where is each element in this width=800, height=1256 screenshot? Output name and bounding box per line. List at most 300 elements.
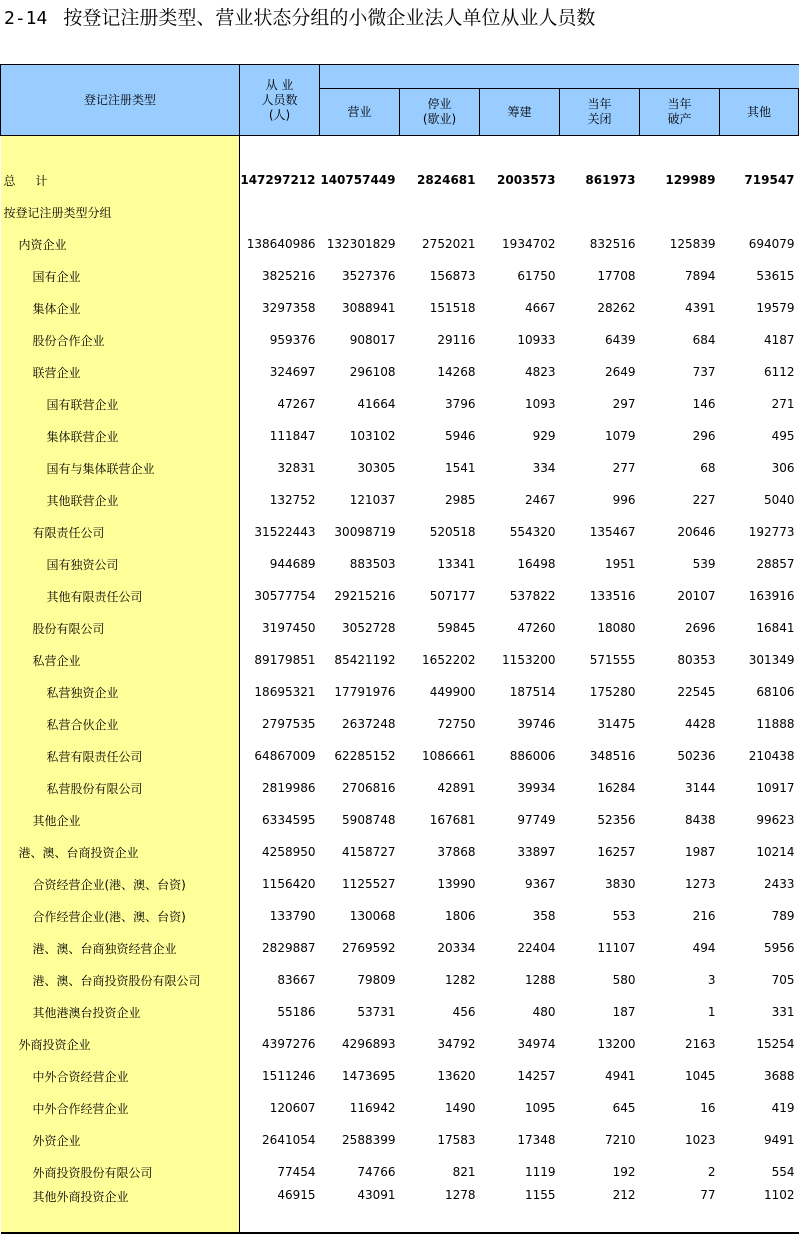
cell-value: 297: [612, 397, 636, 411]
row-label: 其他企业: [1, 804, 240, 836]
cell-value: 1155: [480, 1188, 560, 1233]
cell-value: 16284: [597, 781, 636, 795]
cell-value: 120607: [269, 1101, 316, 1115]
cell-value: 132301829: [326, 237, 396, 251]
cell-value: 13341: [437, 557, 476, 571]
page-title: [4, 2, 595, 34]
cell-value: 20334: [437, 941, 476, 955]
cell-value: 789: [771, 909, 795, 923]
table-row: [1, 484, 799, 516]
cell-value: 2588399: [342, 1133, 396, 1147]
cell-value: 6334595: [262, 813, 316, 827]
cell-value: 3796: [444, 397, 476, 411]
cell-value: 85421192: [334, 653, 396, 667]
cell-value: 737: [692, 365, 716, 379]
cell-value: 89179851: [254, 653, 316, 667]
cell-value: 1288: [524, 973, 556, 987]
cell-value: 10917: [756, 781, 795, 795]
cell-value: 4667: [524, 301, 556, 315]
cell-value: 1086661: [422, 749, 476, 763]
cell-value: 908017: [349, 333, 396, 347]
row-label: 其他有限责任公司: [1, 580, 240, 612]
cell-value: 883503: [349, 557, 396, 571]
table-row: [1, 324, 799, 356]
cell-value: 14257: [517, 1069, 556, 1083]
cell-value: [640, 196, 720, 228]
cell-value: 14268: [437, 365, 476, 379]
cell-value: 3825216: [262, 269, 316, 283]
cell-value: 2752021: [422, 237, 476, 251]
cell-value: 1095: [524, 1101, 556, 1115]
header-total: 从 业 人员数 (人): [240, 65, 320, 136]
cell-value: 62285152: [334, 749, 396, 763]
row-label: 股份合作企业: [1, 324, 240, 356]
cell-value: 31475: [597, 717, 636, 731]
row-label: 国有联营企业: [1, 388, 240, 420]
table-row: [1, 164, 799, 196]
cell-value: 2163: [684, 1037, 716, 1051]
table-row: [1, 740, 799, 772]
cell-value: 192773: [748, 525, 795, 539]
table-row: [1, 260, 799, 292]
table-header: [1, 65, 799, 136]
cell-value: 694079: [748, 237, 795, 251]
row-label: 内资企业: [1, 228, 240, 260]
cell-value: 28857: [756, 557, 795, 571]
cell-value: 77454: [277, 1165, 316, 1179]
cell-value: 5956: [763, 941, 795, 955]
cell-value: 7210: [604, 1133, 636, 1147]
row-label: 合资经营企业(港、澳、台资): [1, 868, 240, 900]
cell-value: 554: [771, 1165, 795, 1179]
cell-value: 39934: [517, 781, 556, 795]
cell-value: 331: [771, 1005, 795, 1019]
row-label: 外商投资股份有限公司: [1, 1156, 240, 1188]
cell-value: 4823: [524, 365, 556, 379]
cell-value: 187: [612, 1005, 636, 1019]
cell-value: 68: [700, 461, 716, 475]
cell-value: 175280: [589, 685, 636, 699]
cell-value: 16498: [517, 557, 556, 571]
cell-value: 17583: [437, 1133, 476, 1147]
cell-value: 47267: [277, 397, 316, 411]
row-label: 外资企业: [1, 1124, 240, 1156]
cell-value: 495: [771, 429, 795, 443]
table-row: [1, 644, 799, 676]
cell-value: 1934702: [502, 237, 556, 251]
table-row: [1, 388, 799, 420]
cell-value: 1119: [524, 1165, 556, 1179]
cell-value: 72750: [437, 717, 476, 731]
cell-value: 53731: [357, 1005, 396, 1019]
table-row: [1, 356, 799, 388]
cell-value: 1987: [684, 845, 716, 859]
cell-value: 15254: [756, 1037, 795, 1051]
cell-value: 1490: [444, 1101, 476, 1115]
cell-value: 41664: [357, 397, 396, 411]
cell-value: 6112: [763, 365, 795, 379]
row-label: 集体企业: [1, 292, 240, 324]
cell-value: 4391: [684, 301, 716, 315]
row-label: 港、澳、台商投资企业: [1, 836, 240, 868]
cell-value: 11107: [597, 941, 636, 955]
cell-value: 1079: [604, 429, 636, 443]
table-row: [1, 420, 799, 452]
table-row: [1, 580, 799, 612]
cell-value: 129989: [665, 173, 716, 187]
cell-value: [320, 196, 400, 228]
cell-value: 10933: [517, 333, 556, 347]
spacer-row: [1, 136, 799, 165]
cell-value: 2985: [444, 493, 476, 507]
cell-value: 3830: [604, 877, 636, 891]
cell-value: 187514: [509, 685, 556, 699]
cell-value: 1278: [400, 1188, 480, 1233]
cell-value: 324697: [269, 365, 316, 379]
cell-value: 8438: [684, 813, 716, 827]
cell-value: 959376: [269, 333, 316, 347]
cell-value: 29116: [437, 333, 476, 347]
cell-value: 4158727: [342, 845, 396, 859]
cell-value: 133516: [589, 589, 636, 603]
cell-value: 13200: [597, 1037, 636, 1051]
row-label: 其他港澳台投资企业: [1, 996, 240, 1028]
cell-value: 553: [612, 909, 636, 923]
cell-value: 1153200: [502, 653, 556, 667]
cell-value: 99623: [756, 813, 795, 827]
table-row: [1, 1156, 799, 1188]
row-label: 联营企业: [1, 356, 240, 388]
cell-value: 419: [771, 1101, 795, 1115]
table-row: [1, 292, 799, 324]
row-label: 国有企业: [1, 260, 240, 292]
cell-value: 277: [612, 461, 636, 475]
cell-value: 1541: [444, 461, 476, 475]
row-label: 私营企业: [1, 644, 240, 676]
cell-value: 507177: [429, 589, 476, 603]
cell-value: 1652202: [422, 653, 476, 667]
cell-value: 37868: [437, 845, 476, 859]
cell-value: 2467: [524, 493, 556, 507]
header-col-4: 当年 破产: [640, 89, 720, 136]
row-label: 股份有限公司: [1, 612, 240, 644]
cell-value: 34792: [437, 1037, 476, 1051]
row-label: 总 计: [1, 164, 240, 196]
cell-value: 3088941: [342, 301, 396, 315]
cell-value: 46915: [240, 1188, 320, 1233]
cell-value: 39746: [517, 717, 556, 731]
table-row: [1, 612, 799, 644]
row-label: 有限责任公司: [1, 516, 240, 548]
cell-value: 4428: [684, 717, 716, 731]
cell-value: 61750: [517, 269, 556, 283]
cell-value: 1093: [524, 397, 556, 411]
cell-value: 43091: [320, 1188, 400, 1233]
table-row: [1, 676, 799, 708]
header-col-5: 其他: [720, 89, 799, 136]
cell-value: 77: [640, 1188, 720, 1233]
row-label: 私营合伙企业: [1, 708, 240, 740]
cell-value: 146: [692, 397, 716, 411]
cell-value: 30098719: [334, 525, 396, 539]
cell-value: 30577754: [254, 589, 316, 603]
cell-value: 645: [612, 1101, 636, 1115]
cell-value: 306: [771, 461, 795, 475]
cell-value: 18080: [597, 621, 636, 635]
cell-value: 821: [452, 1165, 476, 1179]
row-label: 私营有限责任公司: [1, 740, 240, 772]
cell-value: 20646: [677, 525, 716, 539]
cell-value: 3144: [684, 781, 716, 795]
cell-value: 2696: [684, 621, 716, 635]
data-table: [0, 64, 799, 1234]
cell-value: 53615: [756, 269, 795, 283]
cell-value: 1: [707, 1005, 716, 1019]
cell-value: 301349: [748, 653, 795, 667]
cell-value: 2003573: [497, 173, 556, 187]
cell-value: 271: [771, 397, 795, 411]
cell-value: 22545: [677, 685, 716, 699]
cell-value: 151518: [429, 301, 476, 315]
cell-value: 3: [707, 973, 716, 987]
cell-value: [560, 196, 640, 228]
cell-value: 192: [612, 1165, 636, 1179]
cell-value: 4296893: [342, 1037, 396, 1051]
row-label: 集体联营企业: [1, 420, 240, 452]
cell-value: 138640986: [246, 237, 316, 251]
table-body: [1, 136, 799, 1234]
cell-value: 140757449: [320, 173, 396, 187]
cell-value: 42891: [437, 781, 476, 795]
cell-value: 227: [692, 493, 716, 507]
row-label: 其他外商投资企业: [1, 1188, 240, 1233]
cell-value: 2649: [604, 365, 636, 379]
cell-value: 13620: [437, 1069, 476, 1083]
table-row: [1, 1028, 799, 1060]
cell-value: 9367: [524, 877, 556, 891]
cell-value: [240, 196, 320, 228]
cell-value: 1806: [444, 909, 476, 923]
cell-value: 7894: [684, 269, 716, 283]
cell-value: [480, 196, 560, 228]
cell-value: 79809: [357, 973, 396, 987]
cell-value: 3297358: [262, 301, 316, 315]
cell-value: 539: [692, 557, 716, 571]
table-row: [1, 900, 799, 932]
cell-value: 83667: [277, 973, 316, 987]
table-title: 按登记注册类型、营业状态分组的小微企业法人单位从业人员数: [63, 7, 596, 29]
header-row-label: 登记注册类型: [1, 65, 240, 136]
cell-value: 13990: [437, 877, 476, 891]
cell-value: 28262: [597, 301, 636, 315]
row-label: 私营股份有限公司: [1, 772, 240, 804]
cell-value: 3052728: [342, 621, 396, 635]
cell-value: 554320: [509, 525, 556, 539]
cell-value: 18695321: [254, 685, 316, 699]
table-row: [1, 932, 799, 964]
cell-value: 2: [707, 1165, 716, 1179]
cell-value: 1125527: [342, 877, 396, 891]
cell-value: 19579: [756, 301, 795, 315]
cell-value: 132752: [269, 493, 316, 507]
cell-value: 296: [692, 429, 716, 443]
cell-value: 68106: [756, 685, 795, 699]
cell-value: 456: [452, 1005, 476, 1019]
cell-value: 1511246: [262, 1069, 316, 1083]
cell-value: 449900: [429, 685, 476, 699]
row-label: 中外合作经营企业: [1, 1092, 240, 1124]
cell-value: 2706816: [342, 781, 396, 795]
header-band: [320, 65, 799, 89]
row-label: 外商投资企业: [1, 1028, 240, 1060]
cell-value: 684: [692, 333, 716, 347]
cell-value: 80353: [677, 653, 716, 667]
table-row: [1, 804, 799, 836]
row-label: 港、澳、台商独资经营企业: [1, 932, 240, 964]
table-row: [1, 452, 799, 484]
cell-value: 348516: [589, 749, 636, 763]
cell-value: 16257: [597, 845, 636, 859]
table-row: [1, 1092, 799, 1124]
cell-value: 20107: [677, 589, 716, 603]
cell-value: 1273: [684, 877, 716, 891]
cell-value: 32831: [277, 461, 316, 475]
cell-value: 50236: [677, 749, 716, 763]
cell-value: 996: [612, 493, 636, 507]
header-col-3: 当年 关闭: [560, 89, 640, 136]
cell-value: [400, 196, 480, 228]
header-col-1: 停业 (歇业): [400, 89, 480, 136]
cell-value: 111847: [269, 429, 316, 443]
cell-value: 64867009: [254, 749, 316, 763]
cell-value: 2641054: [262, 1133, 316, 1147]
cell-value: 2637248: [342, 717, 396, 731]
cell-value: 3527376: [342, 269, 396, 283]
row-label: 港、澳、台商投资股份有限公司: [1, 964, 240, 996]
cell-value: 29215216: [334, 589, 396, 603]
cell-value: 4258950: [262, 845, 316, 859]
row-label: 按登记注册类型分组: [1, 196, 240, 228]
cell-value: 17708: [597, 269, 636, 283]
table-row: [1, 708, 799, 740]
table-row: [1, 868, 799, 900]
cell-value: 5040: [763, 493, 795, 507]
cell-value: 52356: [597, 813, 636, 827]
cell-value: 494: [692, 941, 716, 955]
cell-value: 537822: [509, 589, 556, 603]
row-label: 私营独资企业: [1, 676, 240, 708]
table-row: [1, 772, 799, 804]
cell-value: 886006: [509, 749, 556, 763]
cell-value: 296108: [349, 365, 396, 379]
header-col-2: 筹建: [480, 89, 560, 136]
cell-value: 16: [700, 1101, 716, 1115]
cell-value: 3688: [763, 1069, 795, 1083]
cell-value: 16841: [756, 621, 795, 635]
cell-value: 1156420: [262, 877, 316, 891]
cell-value: 33897: [517, 845, 556, 859]
cell-value: 861973: [585, 173, 636, 187]
cell-value: 2797535: [262, 717, 316, 731]
table-row: [1, 1188, 799, 1233]
row-label: 国有独资公司: [1, 548, 240, 580]
cell-value: 944689: [269, 557, 316, 571]
table-row: [1, 548, 799, 580]
cell-value: 2769592: [342, 941, 396, 955]
table-row: [1, 228, 799, 260]
cell-value: 571555: [589, 653, 636, 667]
cell-value: 358: [532, 909, 556, 923]
cell-value: 116942: [349, 1101, 396, 1115]
table-row: [1, 1124, 799, 1156]
cell-value: 719547: [744, 173, 795, 187]
header-col-0: 营业: [320, 89, 400, 136]
row-label: 国有与集体联营企业: [1, 452, 240, 484]
cell-value: 59845: [437, 621, 476, 635]
cell-value: 580: [612, 973, 636, 987]
cell-value: [720, 196, 799, 228]
cell-value: 22404: [517, 941, 556, 955]
table-row: [1, 196, 799, 228]
table-row: [1, 516, 799, 548]
cell-value: 130068: [349, 909, 396, 923]
cell-value: 31522443: [254, 525, 316, 539]
cell-value: 5946: [444, 429, 476, 443]
cell-value: 30305: [357, 461, 396, 475]
cell-value: 212: [560, 1188, 640, 1233]
cell-value: 210438: [748, 749, 795, 763]
table-row: [1, 836, 799, 868]
cell-value: 334: [532, 461, 556, 475]
cell-value: 11888: [756, 717, 795, 731]
cell-value: 4941: [604, 1069, 636, 1083]
cell-value: 4187: [763, 333, 795, 347]
cell-value: 17791976: [334, 685, 396, 699]
table-row: [1, 1060, 799, 1092]
cell-value: 103102: [349, 429, 396, 443]
cell-value: 2829887: [262, 941, 316, 955]
cell-value: 1045: [684, 1069, 716, 1083]
cell-value: 1282: [444, 973, 476, 987]
table-number: 2-14: [4, 8, 48, 29]
cell-value: 135467: [589, 525, 636, 539]
cell-value: 1023: [684, 1133, 716, 1147]
cell-value: 47260: [517, 621, 556, 635]
cell-value: 147297212: [240, 173, 316, 187]
cell-value: 163916: [748, 589, 795, 603]
cell-value: 156873: [429, 269, 476, 283]
row-label: 中外合资经营企业: [1, 1060, 240, 1092]
cell-value: 216: [692, 909, 716, 923]
cell-value: 832516: [589, 237, 636, 251]
cell-value: 125839: [669, 237, 716, 251]
cell-value: 133790: [269, 909, 316, 923]
cell-value: 121037: [349, 493, 396, 507]
table-row: [1, 964, 799, 996]
cell-value: 34974: [517, 1037, 556, 1051]
cell-value: 1102: [720, 1188, 799, 1233]
cell-value: 705: [771, 973, 795, 987]
cell-value: 2433: [763, 877, 795, 891]
row-label: 合作经营企业(港、澳、台资): [1, 900, 240, 932]
cell-value: 55186: [277, 1005, 316, 1019]
cell-value: 3197450: [262, 621, 316, 635]
cell-value: 520518: [429, 525, 476, 539]
cell-value: 6439: [604, 333, 636, 347]
cell-value: 480: [532, 1005, 556, 1019]
table-row: [1, 996, 799, 1028]
cell-value: 1473695: [342, 1069, 396, 1083]
